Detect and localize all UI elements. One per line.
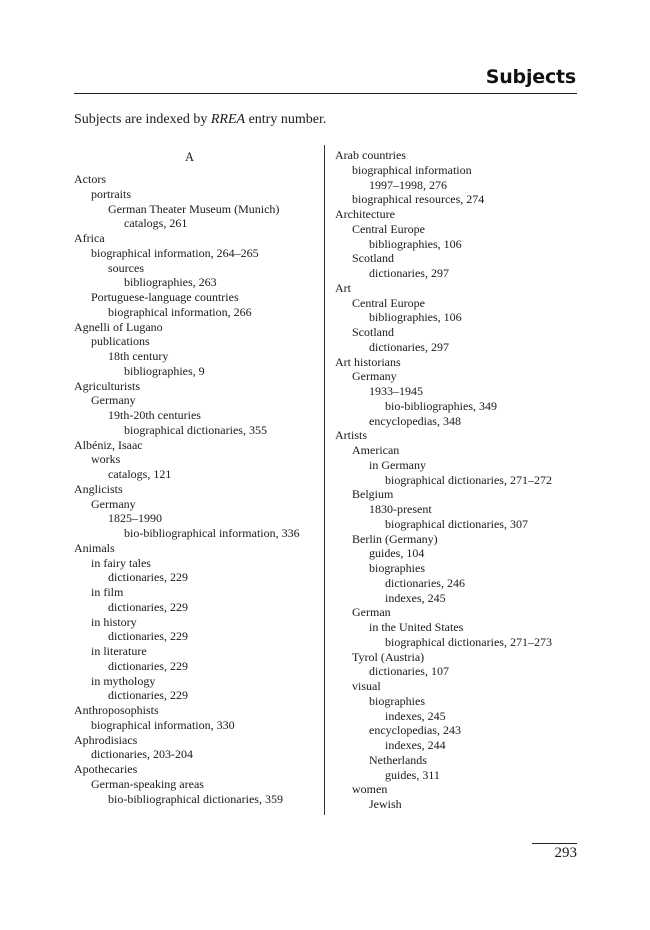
index-entry: Germany [91, 393, 136, 408]
page-title: Subjects [485, 66, 576, 88]
index-entry: indexes, 245 [385, 708, 446, 723]
index-entry: biographical dictionaries, 271–272 [385, 472, 552, 487]
index-entry: Agnelli of Lugano [74, 319, 163, 334]
index-entry: Germany [91, 496, 136, 511]
index-entry: Africa [74, 231, 105, 245]
index-entry: publications [91, 334, 150, 349]
index-entry: American [352, 443, 400, 457]
index-column-left [74, 148, 319, 806]
intro-emphasis: RREA [210, 112, 246, 127]
index-entry: bio-bibliographical dictionaries, 359 [108, 791, 283, 806]
index-entry: dictionaries, 229 [108, 599, 188, 614]
index-entry: bibliographies, 263 [124, 275, 217, 290]
header-rule [74, 93, 577, 94]
index-entry: encyclopedias, 348 [369, 413, 461, 428]
intro-text [74, 112, 326, 128]
index-entry: Netherlands [369, 752, 427, 767]
index-entry: works [91, 452, 121, 467]
index-entry: Art historians [335, 354, 401, 369]
index-entry: catalogs, 121 [108, 467, 172, 481]
index-column-right [335, 148, 580, 812]
index-entry: in Germany [369, 457, 426, 472]
index-entry: women [352, 782, 388, 797]
index-entry: dictionaries, 246 [385, 575, 465, 590]
index-entry: Central Europe [352, 221, 425, 236]
index-entry: in the United States [369, 620, 464, 634]
index-entry: Germany [352, 369, 397, 384]
index-entry: German Theater Museum (Munich) [108, 201, 280, 216]
index-entry: Apothecaries [74, 762, 138, 776]
index-entry: Anglicists [74, 481, 123, 496]
index-entry: visual [352, 679, 381, 693]
page-number: 293 [554, 845, 577, 861]
index-entry: 19th-20th centuries [108, 408, 201, 422]
column-divider [324, 145, 325, 815]
index-entry: sources [108, 260, 144, 275]
intro-before: Subjects are indexed by [74, 112, 211, 127]
index-entry: Anthroposophists [74, 703, 159, 717]
footer-rule [532, 843, 577, 844]
index-entry: in film [91, 585, 124, 599]
index-entry: dictionaries, 297 [369, 339, 449, 354]
index-entry: dictionaries, 229 [108, 658, 188, 673]
index-entry: Actors [74, 172, 106, 186]
index-entry: in literature [91, 644, 147, 658]
index-entry: biographical information [352, 162, 472, 177]
index-entry: guides, 104 [369, 546, 425, 561]
index-entry: in history [91, 614, 137, 629]
index-entry: biographies [369, 693, 425, 708]
index-entry: biographical information, 266 [108, 304, 252, 319]
index-entry: dictionaries, 107 [369, 664, 449, 679]
index-entry: dictionaries, 229 [108, 570, 188, 585]
left-entry-list [74, 172, 319, 806]
index-entry: German-speaking areas [91, 776, 204, 791]
index-entry: bio-bibliographical information, 336 [124, 526, 300, 540]
index-entry: Agriculturists [74, 378, 140, 393]
index-entry: encyclopedias, 243 [369, 723, 461, 738]
index-entry: Tyrol (Austria) [352, 649, 425, 664]
index-entry: 1997–1998, 276 [369, 177, 447, 192]
index-entry: bibliographies, 106 [369, 310, 462, 325]
index-entry: 1825–1990 [108, 511, 162, 526]
index-entry: German [352, 605, 391, 620]
index-entry: Arab countries [335, 148, 406, 162]
index-entry: Central Europe [352, 295, 425, 310]
index-entry: catalogs, 261 [124, 216, 188, 231]
index-entry: Architecture [335, 207, 395, 221]
index-entry: biographical dictionaries, 355 [124, 422, 267, 437]
index-entry: biographical information, 264–265 [91, 245, 259, 260]
index-entry: indexes, 244 [385, 738, 446, 752]
index-entry: 1933–1945 [369, 384, 423, 398]
index-entry: dictionaries, 203-204 [91, 747, 193, 762]
index-entry: indexes, 245 [385, 590, 446, 605]
index-entry: Scotland [352, 251, 394, 266]
index-entry: bibliographies, 106 [369, 236, 462, 251]
index-entry: dictionaries, 297 [369, 266, 449, 280]
index-entry: biographical dictionaries, 271–273 [385, 634, 552, 649]
index-entry: Belgium [352, 487, 394, 502]
index-entry: in mythology [91, 673, 156, 688]
index-entry: portraits [91, 186, 131, 201]
index-entry: Aphrodisiacs [74, 732, 138, 747]
index-entry: 1830-present [369, 502, 432, 516]
index-entry: Animals [74, 540, 115, 555]
index-entry: in fairy tales [91, 555, 151, 570]
index-entry: biographical information, 330 [91, 717, 235, 732]
index-entry: biographical resources, 274 [352, 192, 485, 207]
index-entry: biographies [369, 561, 425, 575]
index-entry: dictionaries, 229 [108, 688, 188, 703]
intro-after: entry number. [245, 112, 327, 127]
index-entry: Jewish [369, 797, 402, 811]
index-entry: guides, 311 [385, 767, 440, 782]
index-entry: Albéniz, Isaac [74, 437, 143, 452]
index-entry: bibliographies, 9 [124, 363, 205, 378]
index-entry: Art [335, 280, 351, 295]
index-entry: Berlin (Germany) [352, 531, 438, 546]
index-entry: biographical dictionaries, 307 [385, 516, 528, 531]
index-entry: Portuguese-language countries [91, 290, 239, 304]
index-entry: dictionaries, 229 [108, 629, 188, 644]
right-entry-list [335, 148, 580, 812]
index-entry: Artists [335, 428, 368, 443]
index-entry: 18th century [108, 349, 169, 363]
section-letter: A [184, 150, 195, 164]
index-entry: bio-bibliographies, 349 [385, 398, 497, 413]
index-entry: Scotland [352, 325, 394, 339]
